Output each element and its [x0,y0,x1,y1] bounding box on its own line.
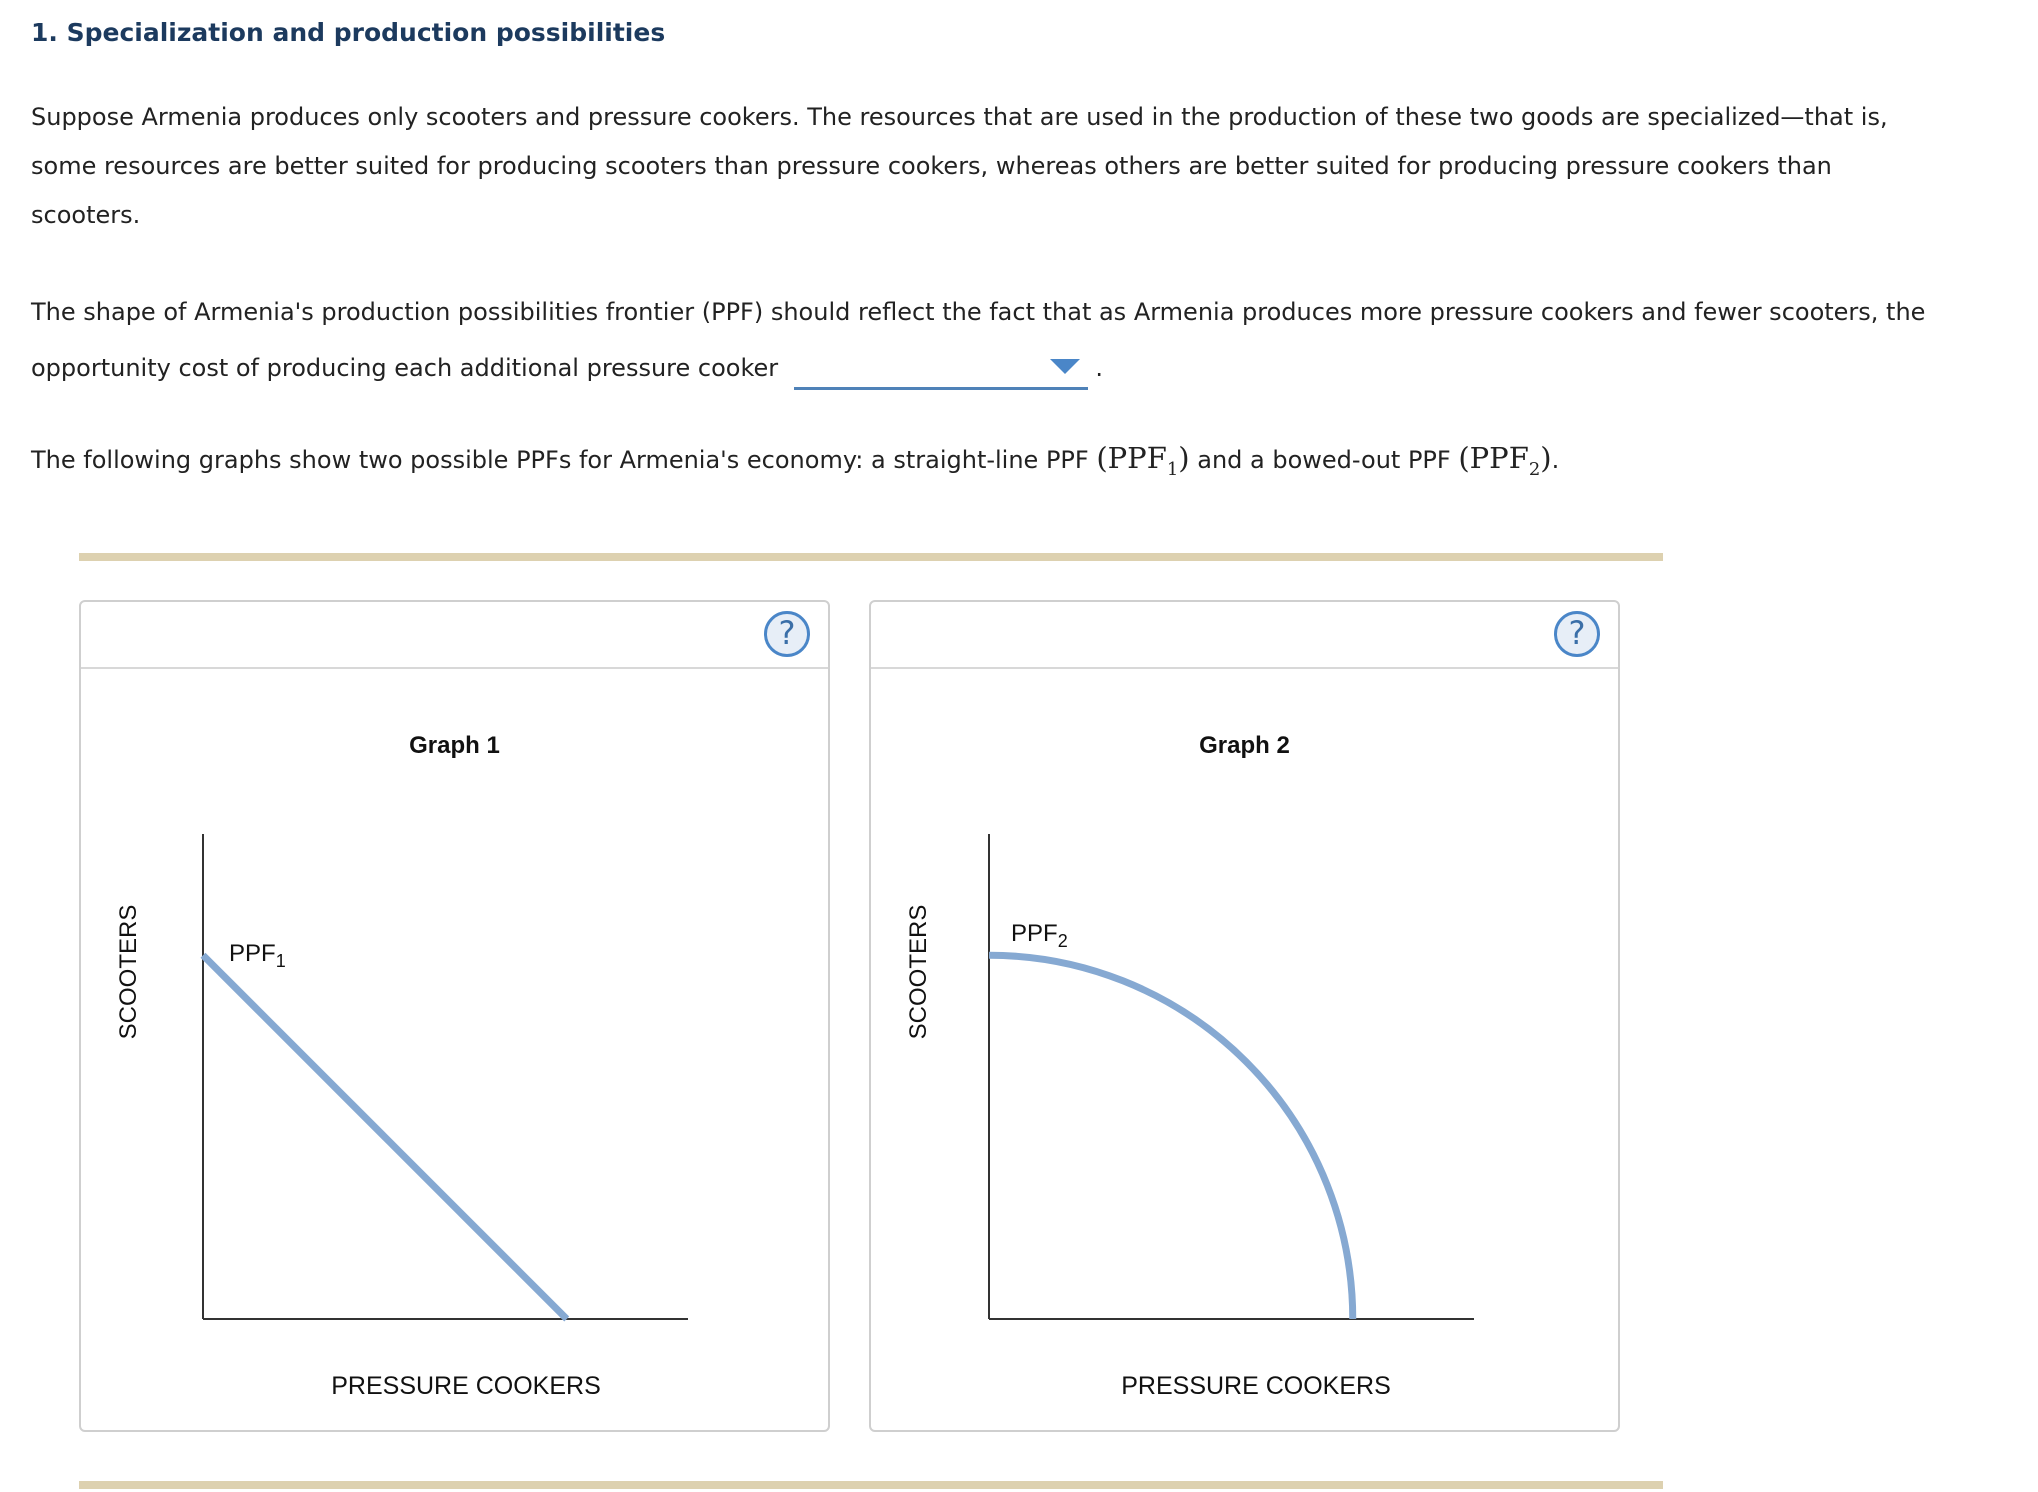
graph-2-title: Graph 2 [1199,732,1290,759]
ppf1-curve[interactable] [203,955,567,1319]
ppf1-label: $PPF_1$ [229,940,286,971]
graph-2-panel [869,600,1620,1432]
question-period: . [1095,354,1104,382]
question-circle-icon[interactable]: ? [1554,611,1600,657]
graph-2-plot [871,602,1618,1430]
graph-2-y-axis-label: SCOOTERS [905,904,932,1040]
page-title: 1. Specialization and production possibilities [31,18,666,47]
graphs-intro-period: . [1551,446,1560,474]
intro-paragraph: Suppose Armenia produces only scooters and pressure cookers. The resources that are used in the production of these two goods are specialized—that is, some resources are better suited for producing scooters than pressure cookers, whereas others are better suited for producing pressure cookers than scooters. [31,103,1888,229]
question-circle-icon[interactable]: ? [764,611,810,657]
question-text: The shape of Armenia's production possibilities frontier (PPF) should reflect the fact that as Armenia produces more pressure cookers and fewer scooters, the opportunity cost of producing each additional pressure cooker [31,298,1926,382]
ppf1-math: $(PPF_1)$ [1096,441,1190,480]
question-paragraph [31,288,1931,393]
graphs-intro-text-b: and a bowed-out PPF [1197,446,1451,474]
graph-1-panel [79,600,830,1432]
ppf2-math: $(PPF_2)$ [1458,441,1552,480]
graph-1-x-axis-label: PRESSURE COOKERS [331,1372,601,1400]
graph-1-plot [81,602,828,1430]
ppf2-label: $PPF_2$ [1011,920,1068,951]
ppf2-curve[interactable] [989,955,1353,1319]
graph-2-x-axis-label: PRESSURE COOKERS [1121,1372,1391,1400]
graph-1-title: Graph 1 [409,732,500,759]
graphs-intro-paragraph [31,434,1931,494]
caret-down-icon [1050,359,1080,374]
opportunity-cost-dropdown[interactable] [794,351,1088,390]
section-divider-bottom [79,1481,1663,1489]
graphs-intro-text-a: The following graphs show two possible PPFs for Armenia's economy: a straight-line PPF [31,446,1089,474]
graph-1-y-axis-label: SCOOTERS [115,904,142,1040]
section-divider-top [79,553,1663,561]
